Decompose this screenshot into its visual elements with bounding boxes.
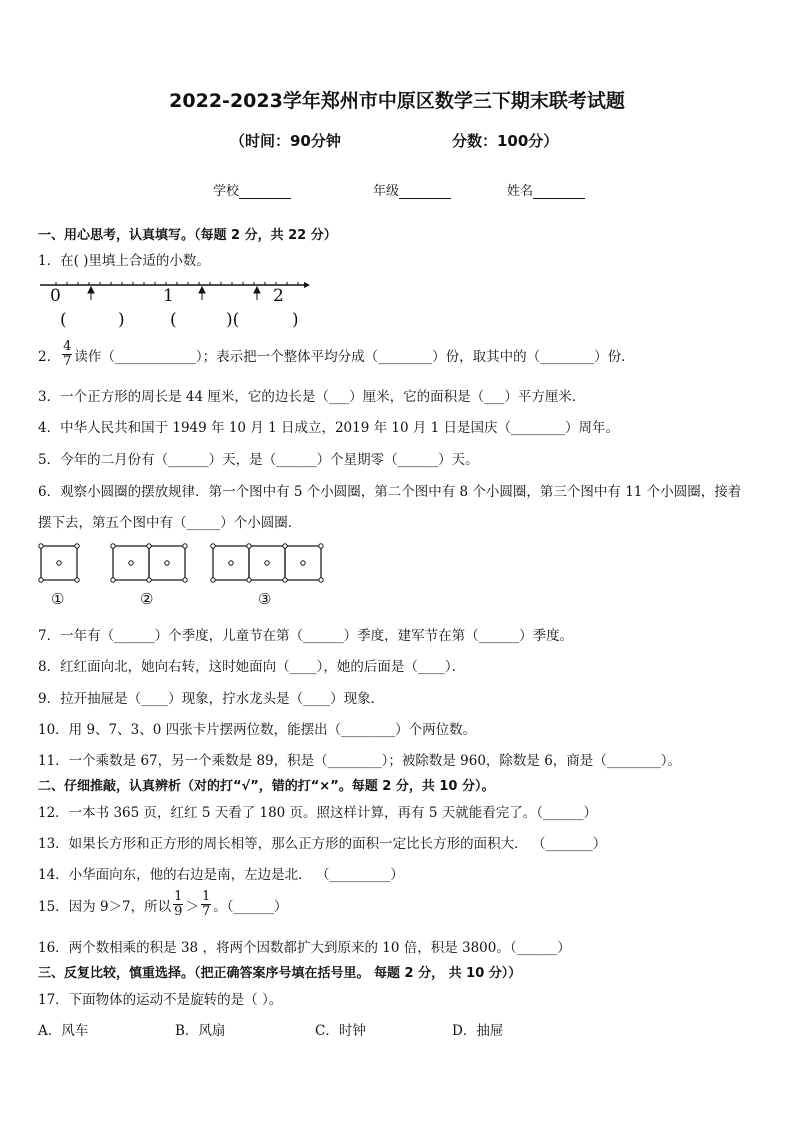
grade-blank[interactable] (399, 184, 451, 199)
question-15-prefix: 15．因为 9＞7，所以 (38, 898, 172, 915)
option-a[interactable]: A．风车 (38, 1023, 89, 1039)
question-6-line-2: 摆下去，第五个图中有（_____）个小圆圈． (38, 515, 302, 531)
question-6-line-1: 6．观察小圆圈的摆放规律．第一个图中有 5 个小圆圈，第二个图中有 8 个小圆圈，第三个图中有 11 个小圆圈，接着 (38, 484, 742, 500)
name-field[interactable] (507, 180, 585, 199)
fraction-numerator: 4 (63, 339, 72, 354)
number-line-label-1: 1 (163, 286, 174, 306)
question-9: 9．拉开抽屉是（____）现象，拧水龙头是（____）现象． (38, 691, 385, 707)
question-15 (38, 890, 287, 919)
answer-paren-close-1[interactable]: ) (118, 310, 125, 330)
question-4: 4．中华人民共和国于 1949 年 10 月 1 日成立，2019 年 10 月 1 日是国庆（________）周年。 (38, 420, 620, 436)
fraction-one-seventh (201, 890, 211, 919)
time-limit: （时间：90分钟 (230, 132, 341, 150)
number-line-arrow (304, 282, 310, 288)
question-11: 11．一个乘数是 67，另一个乘数是 89，积是（________）；被除数是 960，除数是 6，商是（________）。 (38, 753, 682, 769)
fraction-denominator: 9 (174, 904, 183, 919)
option-d[interactable]: D．抽屉 (452, 1023, 504, 1039)
grade-label: 年级 (373, 184, 400, 199)
question-5: 5．今年的二月份有（______）天，是（______）个星期零（______）天。 (38, 452, 479, 468)
question-15-suffix: 。（______） (213, 898, 288, 915)
school-blank[interactable] (239, 184, 291, 199)
number-line-label-2: 2 (273, 286, 284, 306)
number-line-label-0: 0 (50, 286, 61, 306)
grade-field[interactable] (373, 180, 451, 199)
question-10: 10．用 9、7、3、0 四张卡片摆两位数，能摆出（________）个两位数。 (38, 722, 477, 738)
answer-paren-close-3[interactable]: ) (292, 310, 299, 330)
question-7: 7．一年有（______）个季度，儿童节在第（______）季度，建军节在第（______）季度。 (38, 628, 574, 644)
question-2 (38, 340, 635, 369)
circle-pattern-figures (36, 540, 326, 612)
question-12: 12．一本书 365 页，红红 5 天看了 180 页。照这样计算，再有 5 天就能看完了。（______） (38, 805, 597, 821)
fraction-one-ninth (173, 890, 183, 919)
question-14: 14．小华面向东，他的右边是南，左边是北． （_________） (38, 867, 404, 883)
figure-3-label: ③ (258, 590, 272, 608)
option-b[interactable]: B．风扇 (175, 1023, 226, 1039)
question-2-text: 读作（____________）；表示把一个整体平均分成（________）份，取其中的（________）份． (74, 348, 635, 365)
fraction-denominator: 7 (201, 904, 211, 919)
figure-2-label: ② (140, 590, 154, 608)
section-2-heading: 二、仔细推敲，认真辨析（对的打“√”，错的打“×”。每题 2 分，共 10 分）。 (38, 779, 495, 794)
name-label: 姓名 (507, 184, 534, 199)
fraction-four-sevenths (62, 340, 72, 369)
fraction-denominator: 7 (63, 354, 72, 369)
page-title: 2022-2023学年郑州市中原区数学三下期末联考试题 (169, 90, 625, 112)
answer-paren-open-1[interactable]: ( (60, 310, 67, 330)
number-line-up-arrows (88, 287, 260, 300)
question-1: 1．在( )里填上合适的小数。 (38, 253, 210, 269)
name-blank[interactable] (533, 184, 585, 199)
question-16: 16．两个数相乘的积是 38 ，将两个因数都扩大到原来的 10 倍，积是 3800。（______） (38, 940, 571, 956)
school-label: 学校 (213, 184, 240, 199)
answer-paren-mid[interactable]: )( (226, 310, 240, 330)
answer-paren-open-2[interactable]: ( (170, 310, 177, 330)
section-3-heading: 三、反复比较，慎重选择。（把正确答案序号填在括号里。 每题 2 分， 共 10 分）） (38, 966, 522, 981)
question-8: 8．红红面向北，她向右转，这时她面向（____），她的后面是（____）． (38, 659, 466, 675)
section-1-heading: 一、用心思考，认真填写。（每题 2 分，共 22 分） (38, 228, 337, 243)
question-2-number: 2． (38, 348, 61, 365)
question-13: 13．如果长方形和正方形的周长相等，那么正方形的面积一定比长方形的面积大． （_______） (38, 836, 607, 852)
total-score: 分数：100分） (452, 132, 559, 150)
school-field[interactable] (213, 180, 291, 199)
question-17: 17．下面物体的运动不是旋转的是（ ）。 (38, 992, 283, 1008)
fraction-numerator: 1 (201, 889, 211, 904)
fraction-numerator: 1 (174, 889, 183, 904)
small-circles (39, 544, 323, 582)
figure-1-label: ① (51, 590, 65, 608)
question-3: 3．一个正方形的周长是 44 厘米，它的边长是（___）厘米，它的面积是（___）平方厘米． (38, 389, 586, 405)
greater-than-sign: ＞ (185, 898, 199, 915)
option-c[interactable]: C．时钟 (315, 1023, 366, 1039)
